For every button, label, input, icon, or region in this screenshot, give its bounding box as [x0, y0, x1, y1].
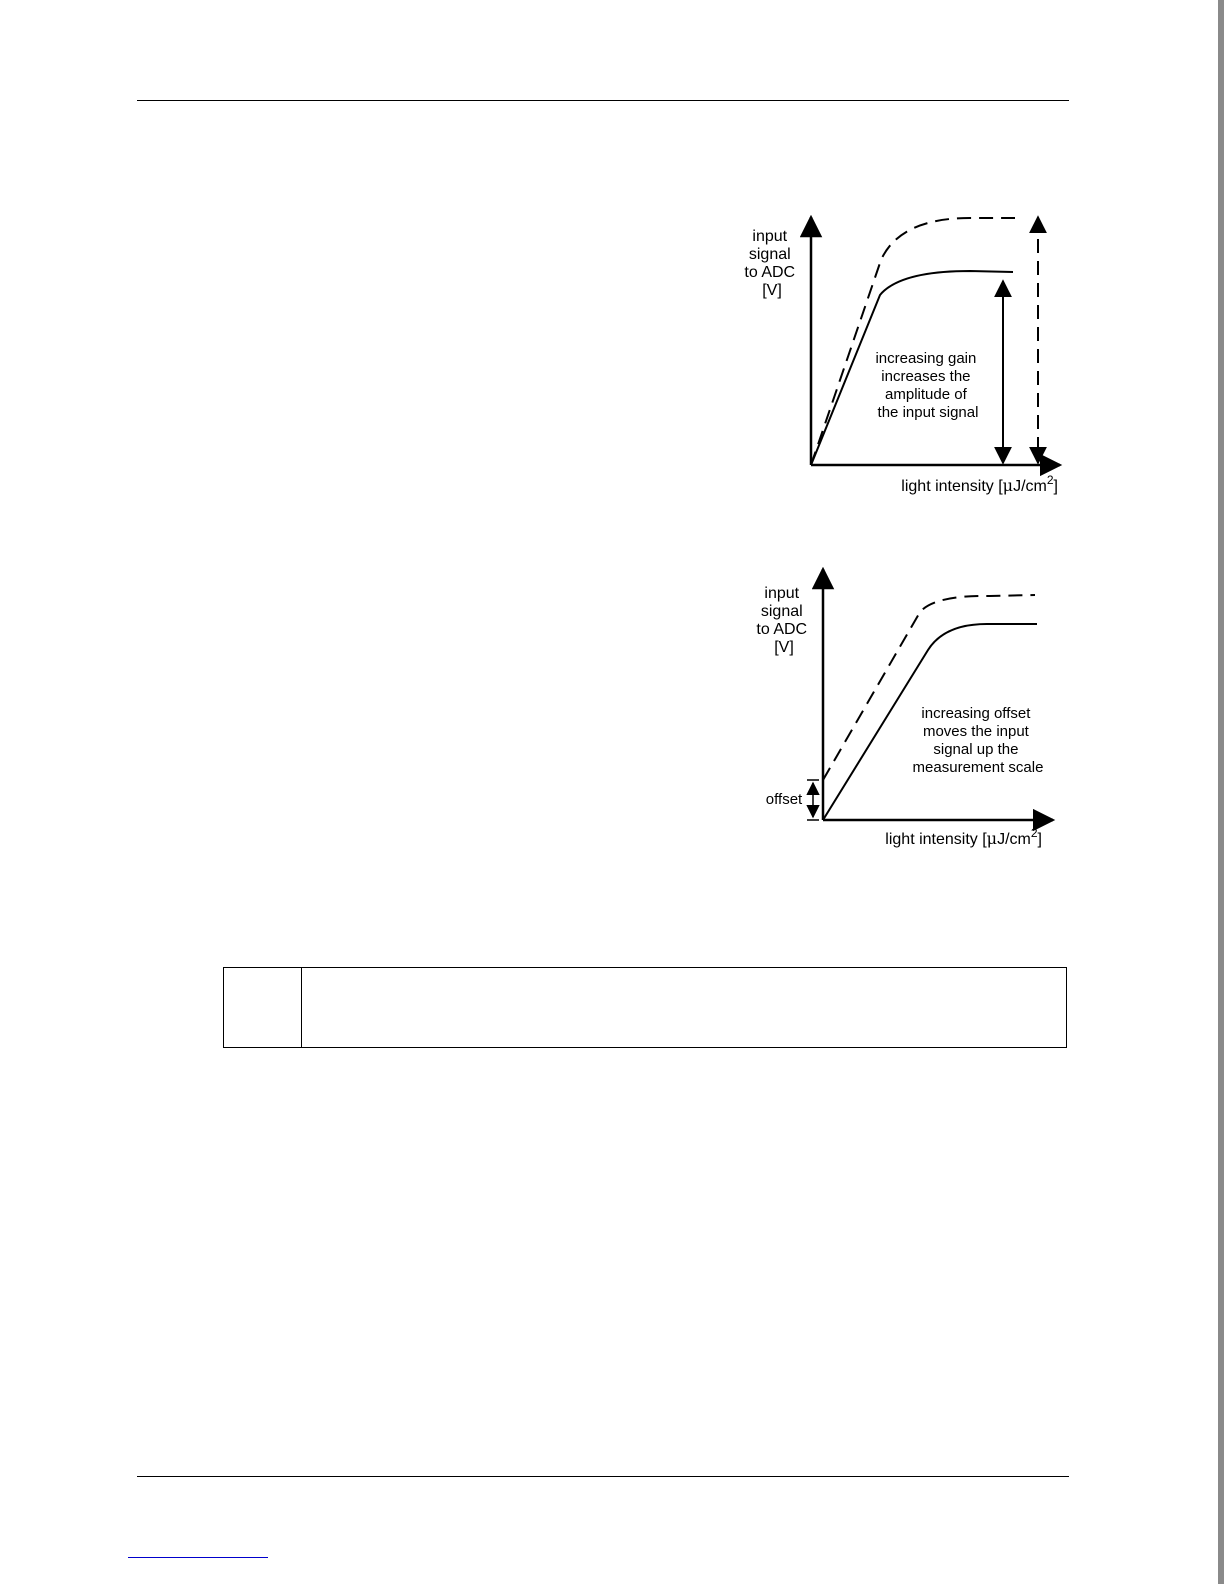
gain-y-label: input signal to ADC [V]: [744, 228, 796, 299]
offset-x-label: light intensity $[\mu J/cm^2]$: [885, 826, 1042, 848]
note-box-divider: [301, 968, 302, 1047]
gain-annotation: increasing gain increases the amplitude of the input signal: [875, 350, 979, 421]
offset-label: offset: [765, 791, 803, 808]
offset-y-label: input signal to ADC [V]: [756, 585, 808, 656]
footer-link-underline[interactable]: [128, 1557, 268, 1558]
gain-dashed-curve: [811, 218, 1015, 465]
offset-annotation: increasing offset moves the input signal up the measurement scale: [912, 705, 1044, 776]
footer-rule: [137, 1476, 1069, 1477]
page-edge: [1218, 0, 1224, 1584]
gain-diagram: [720, 205, 1070, 505]
offset-diagram: [730, 565, 1060, 865]
header-rule: [137, 100, 1069, 101]
note-box: [223, 967, 1067, 1048]
gain-x-label: light intensity $[\mu J/cm^2]$: [901, 473, 1058, 495]
